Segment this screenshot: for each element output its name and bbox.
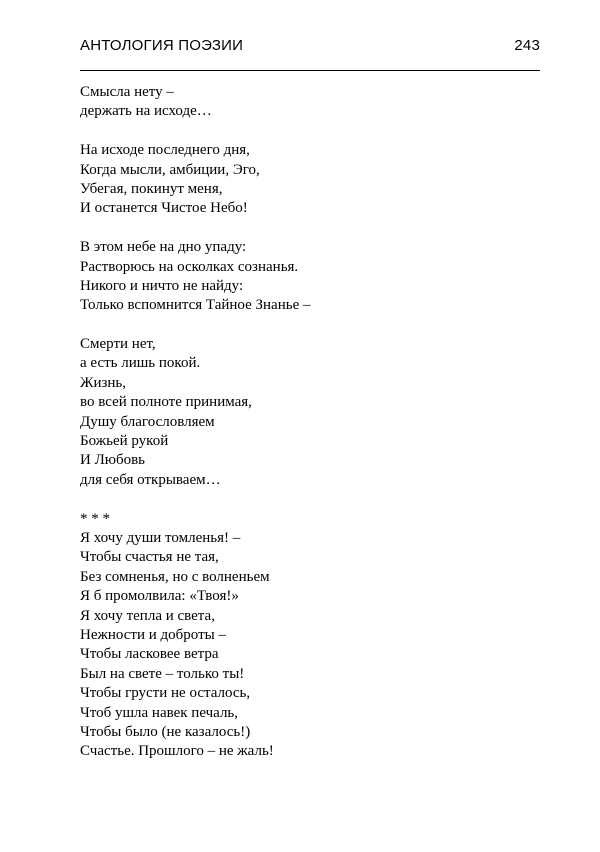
header-divider (80, 70, 540, 71)
poem-line: Смысла нету – (80, 84, 174, 100)
poem-line: На исходе последнего дня, (80, 142, 250, 159)
poem-line: И останется Чистое Небо! (80, 200, 248, 217)
stanza-3 (80, 238, 540, 316)
poem-line: Божьей рукой (80, 433, 169, 450)
page-number: 243 (514, 37, 540, 54)
poem-line: Убегая, покинут меня, (80, 180, 223, 197)
section-separator: * * * (80, 510, 110, 527)
poem-line: Чтобы было (не казалось!) (80, 723, 251, 740)
poem-line: держать на исходе… (80, 103, 212, 120)
poem-line: для себя открываем… (80, 471, 221, 488)
poem-line: Чтоб ушла навек печаль, (80, 704, 239, 721)
poem-line: Чтобы счастья не тая, (80, 549, 219, 566)
poem-line: Я хочу тепла и света, (80, 607, 215, 624)
poem-line: Был на свете – только ты! (80, 665, 245, 682)
stanza-gap (80, 122, 540, 141)
poem-line: Без сомненья, но с волненьем (80, 568, 270, 585)
poem-line: Когда мысли, амбиции, Эго, (80, 161, 260, 178)
poem-line: Смерти нет, (80, 336, 156, 353)
poem-line: Счастье. Прошлого – не жаль! (80, 743, 274, 760)
poem-line: Душу благословляем (80, 413, 215, 430)
poem-line: Только вспомнится Тайное Знанье – (80, 297, 311, 314)
poem-line: Нежности и доброты – (80, 626, 226, 643)
poem-line: Я хочу души томленья! – (80, 529, 241, 546)
poem-line: Никого и ничто не найду: (80, 277, 244, 294)
stanza-2 (80, 141, 540, 219)
poem-line: Чтобы ласковее ветра (80, 646, 219, 663)
stanza-5 (80, 510, 540, 762)
poem-body (80, 83, 540, 762)
stanza-gap (80, 490, 540, 509)
poem-line: Жизнь, (80, 374, 127, 391)
stanza-gap (80, 316, 540, 335)
poem-line: И Любовь (80, 452, 146, 469)
poem-line: Я б промолвила: «Твоя!» (80, 588, 239, 605)
running-header (80, 37, 540, 59)
poem-line: Растворюсь на осколках сознанья. (80, 258, 299, 275)
poem-line: а есть лишь покой. (80, 355, 201, 372)
poem-line: во всей полноте принимая, (80, 394, 252, 411)
stanza-1 (80, 83, 540, 122)
poem-line: В этом небе на дно упаду: (80, 239, 247, 256)
book-title: АНТОЛОГИЯ ПОЭЗИИ (80, 37, 244, 54)
poem-line: Чтобы грусти не осталось, (80, 685, 251, 702)
stanza-4 (80, 335, 540, 490)
stanza-gap (80, 219, 540, 238)
